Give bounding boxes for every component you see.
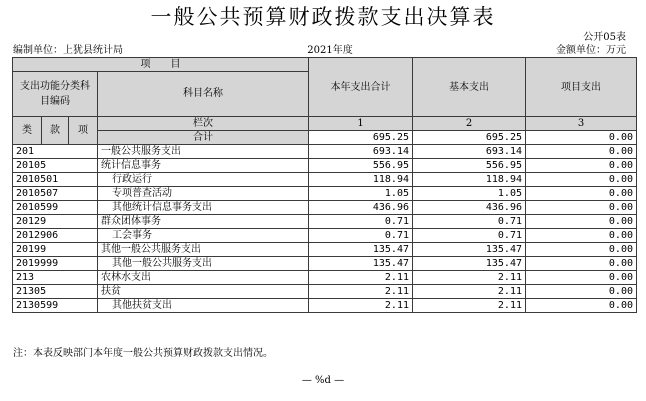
table-row bbox=[13, 257, 637, 271]
row-code: 2010599 bbox=[13, 201, 98, 215]
row-name: 扶贫 bbox=[98, 285, 309, 299]
row-project: 0.00 bbox=[526, 173, 637, 187]
row-total: 693.14 bbox=[309, 145, 413, 159]
row-project: 0.00 bbox=[526, 215, 637, 229]
row-project: 0.00 bbox=[526, 159, 637, 173]
header-xiang: 项 bbox=[69, 116, 98, 145]
table-row bbox=[13, 285, 637, 299]
row-total: 118.94 bbox=[309, 173, 413, 187]
header-column-label: 栏次 bbox=[98, 116, 309, 131]
row-total: 0.71 bbox=[309, 215, 413, 229]
row-basic: 118.94 bbox=[413, 173, 526, 187]
row-name: 其他一般公共服务支出 bbox=[98, 243, 309, 257]
row-name: 统计信息事务 bbox=[98, 159, 309, 173]
row-basic: 2.11 bbox=[413, 285, 526, 299]
row-project: 0.00 bbox=[526, 299, 637, 313]
row-name: 其他统计信息事务支出 bbox=[98, 201, 309, 215]
report-title: 一般公共预算财政拨款支出决算表 bbox=[150, 5, 496, 29]
total-row bbox=[13, 131, 637, 145]
row-project: 0.00 bbox=[526, 187, 637, 201]
row-total: 436.96 bbox=[309, 201, 413, 215]
row-total: 1.05 bbox=[309, 187, 413, 201]
table-row bbox=[13, 299, 637, 313]
header-kuan: 款 bbox=[42, 116, 69, 145]
row-project: 0.00 bbox=[526, 271, 637, 285]
row-name: 群众团体事务 bbox=[98, 215, 309, 229]
row-code: 201 bbox=[13, 145, 98, 159]
expenditure-table bbox=[12, 57, 637, 313]
row-code: 213 bbox=[13, 271, 98, 285]
row-total: 2.11 bbox=[309, 299, 413, 313]
row-project: 0.00 bbox=[526, 257, 637, 271]
header-col-2: 2 bbox=[413, 117, 526, 131]
total-basic: 695.25 bbox=[413, 131, 526, 145]
header-project: 项 目 bbox=[13, 58, 309, 72]
total-label: 合计 bbox=[98, 131, 309, 145]
table-body bbox=[13, 58, 637, 313]
row-basic: 135.47 bbox=[413, 243, 526, 257]
row-basic: 436.96 bbox=[413, 201, 526, 215]
amount-unit: 金额单位：万元 bbox=[556, 45, 626, 56]
row-code: 2010507 bbox=[13, 187, 98, 201]
table-row bbox=[13, 145, 637, 159]
table-row bbox=[13, 187, 637, 201]
row-project: 0.00 bbox=[526, 145, 637, 159]
compiling-unit: 编制单位：上犹县统计局 bbox=[13, 45, 123, 56]
row-code: 2010501 bbox=[13, 173, 98, 187]
row-project: 0.00 bbox=[526, 229, 637, 243]
row-total: 2.11 bbox=[309, 285, 413, 299]
row-name: 其他扶贫支出 bbox=[98, 299, 309, 313]
row-basic: 693.14 bbox=[413, 145, 526, 159]
form-number: 公开05表 bbox=[583, 32, 626, 43]
row-total: 2.11 bbox=[309, 271, 413, 285]
table-row bbox=[13, 243, 637, 257]
row-basic: 1.05 bbox=[413, 187, 526, 201]
total-amount: 695.25 bbox=[309, 131, 413, 145]
row-basic: 0.71 bbox=[413, 215, 526, 229]
header-total: 本年支出合计 bbox=[309, 58, 413, 117]
row-name: 行政运行 bbox=[98, 173, 309, 187]
row-total: 556.95 bbox=[309, 159, 413, 173]
row-name: 专项普查活动 bbox=[98, 187, 309, 201]
table-row bbox=[13, 271, 637, 285]
header-row-1 bbox=[13, 58, 637, 72]
row-code: 2130599 bbox=[13, 299, 98, 313]
row-basic: 556.95 bbox=[413, 159, 526, 173]
table-row bbox=[13, 159, 637, 173]
row-code: 2019999 bbox=[13, 257, 98, 271]
row-code: 20199 bbox=[13, 243, 98, 257]
header-function-class: 支出功能分类科目编码 bbox=[13, 72, 98, 117]
row-basic: 135.47 bbox=[413, 257, 526, 271]
table-row bbox=[13, 215, 637, 229]
row-basic: 2.11 bbox=[413, 299, 526, 313]
header-col-1: 1 bbox=[309, 117, 413, 131]
row-name: 农林水支出 bbox=[98, 271, 309, 285]
header-subject-name: 科目名称 bbox=[98, 72, 309, 117]
header-project-expenditure: 项目支出 bbox=[526, 58, 637, 117]
header-col-3: 3 bbox=[526, 117, 637, 131]
row-total: 0.71 bbox=[309, 229, 413, 243]
report-year: 2021年度 bbox=[307, 45, 353, 56]
table-row bbox=[13, 201, 637, 215]
header-lei: 类 bbox=[13, 116, 42, 145]
row-total: 135.47 bbox=[309, 257, 413, 271]
row-project: 0.00 bbox=[526, 243, 637, 257]
row-name: 工会事务 bbox=[98, 229, 309, 243]
row-code: 20129 bbox=[13, 215, 98, 229]
row-project: 0.00 bbox=[526, 285, 637, 299]
row-total: 135.47 bbox=[309, 243, 413, 257]
table-row bbox=[13, 229, 637, 243]
header-basic: 基本支出 bbox=[413, 58, 526, 117]
table-row bbox=[13, 173, 637, 187]
row-basic: 0.71 bbox=[413, 229, 526, 243]
table-note: 注：本表反映部门本年度一般公共预算财政拨款支出情况。 bbox=[13, 348, 273, 359]
row-code: 20105 bbox=[13, 159, 98, 173]
row-name: 一般公共服务支出 bbox=[98, 145, 309, 159]
row-name: 其他一般公共服务支出 bbox=[98, 257, 309, 271]
total-project: 0.00 bbox=[526, 131, 637, 145]
page-footer: — %d — bbox=[301, 375, 345, 386]
row-basic: 2.11 bbox=[413, 271, 526, 285]
row-code: 21305 bbox=[13, 285, 98, 299]
row-project: 0.00 bbox=[526, 201, 637, 215]
row-code: 2012906 bbox=[13, 229, 98, 243]
